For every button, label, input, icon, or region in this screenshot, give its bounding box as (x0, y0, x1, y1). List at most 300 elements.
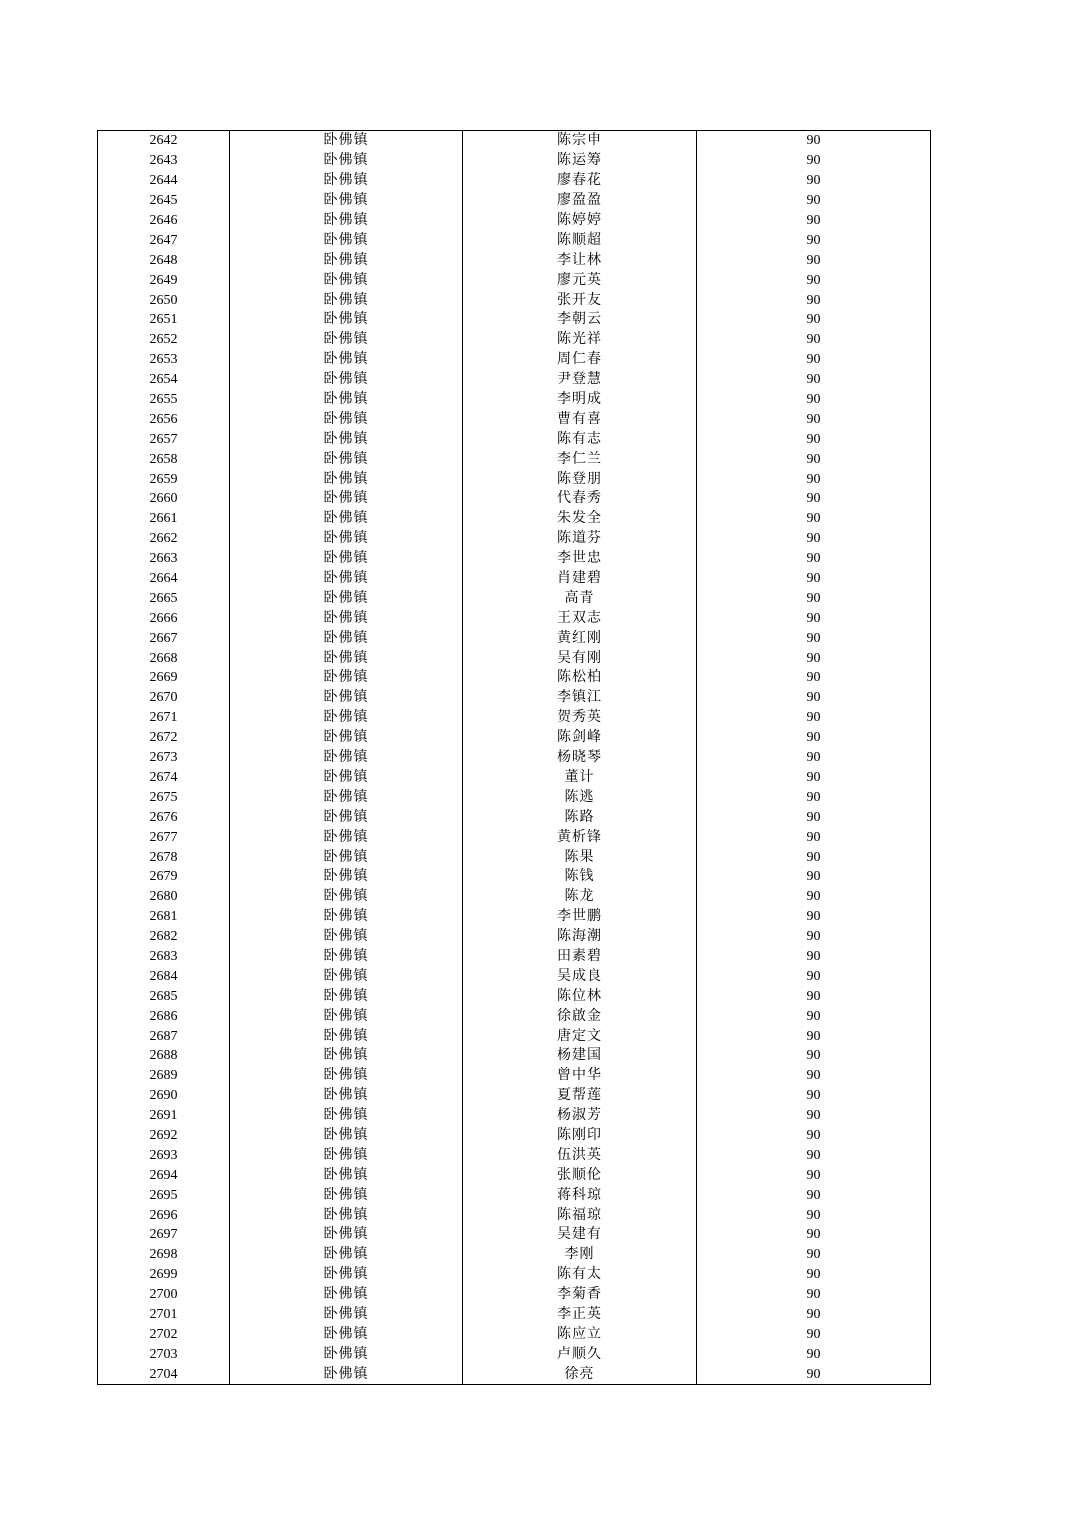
town-cell: 卧佛镇 (230, 350, 463, 370)
serial-number-cell: 2664 (98, 569, 230, 589)
table-row (98, 1225, 931, 1245)
table-row (98, 310, 931, 330)
serial-number-cell: 2668 (98, 648, 230, 668)
town-cell: 卧佛镇 (230, 290, 463, 310)
town-cell: 卧佛镇 (230, 668, 463, 688)
table-row (98, 668, 931, 688)
amount-cell: 90 (697, 1145, 931, 1165)
table-row (98, 1344, 931, 1364)
name-cell: 陈婷婷 (463, 211, 697, 231)
amount-cell: 90 (697, 569, 931, 589)
serial-number-cell: 2689 (98, 1066, 230, 1086)
name-cell: 陈果 (463, 847, 697, 867)
town-cell: 卧佛镇 (230, 1324, 463, 1344)
amount-cell: 90 (697, 469, 931, 489)
table-row (98, 469, 931, 489)
name-cell: 李镇江 (463, 688, 697, 708)
amount-cell: 90 (697, 728, 931, 748)
table-row (98, 1066, 931, 1086)
table-row (98, 1285, 931, 1305)
town-cell: 卧佛镇 (230, 847, 463, 867)
serial-number-cell: 2660 (98, 489, 230, 509)
serial-number-cell: 2678 (98, 847, 230, 867)
serial-number-cell: 2684 (98, 966, 230, 986)
name-cell: 杨晓琴 (463, 748, 697, 768)
name-cell: 陈运筹 (463, 151, 697, 171)
name-cell: 吴建有 (463, 1225, 697, 1245)
table-row (98, 966, 931, 986)
table-row (98, 728, 931, 748)
town-cell: 卧佛镇 (230, 529, 463, 549)
name-cell: 曾中华 (463, 1066, 697, 1086)
name-cell: 田素碧 (463, 947, 697, 967)
table-row (98, 1046, 931, 1066)
table-row (98, 350, 931, 370)
amount-cell: 90 (697, 688, 931, 708)
amount-cell: 90 (697, 250, 931, 270)
serial-number-cell: 2696 (98, 1205, 230, 1225)
name-cell: 李菊香 (463, 1285, 697, 1305)
serial-number-cell: 2673 (98, 748, 230, 768)
town-cell: 卧佛镇 (230, 191, 463, 211)
amount-cell: 90 (697, 1245, 931, 1265)
town-cell: 卧佛镇 (230, 608, 463, 628)
serial-number-cell: 2657 (98, 429, 230, 449)
town-cell: 卧佛镇 (230, 688, 463, 708)
amount-cell: 90 (697, 1364, 931, 1384)
amount-cell: 90 (697, 131, 931, 151)
name-cell: 陈逃 (463, 787, 697, 807)
table-row (98, 1245, 931, 1265)
name-cell: 陈道芬 (463, 529, 697, 549)
table-row (98, 588, 931, 608)
amount-cell: 90 (697, 1205, 931, 1225)
town-cell: 卧佛镇 (230, 270, 463, 290)
name-cell: 陈有志 (463, 429, 697, 449)
town-cell: 卧佛镇 (230, 509, 463, 529)
serial-number-cell: 2651 (98, 310, 230, 330)
serial-number-cell: 2650 (98, 290, 230, 310)
table-row (98, 748, 931, 768)
town-cell: 卧佛镇 (230, 1126, 463, 1146)
table-row (98, 608, 931, 628)
serial-number-cell: 2704 (98, 1364, 230, 1384)
table-row (98, 1145, 931, 1165)
town-cell: 卧佛镇 (230, 449, 463, 469)
amount-cell: 90 (697, 230, 931, 250)
serial-number-cell: 2682 (98, 927, 230, 947)
table-row (98, 509, 931, 529)
table-row (98, 1126, 931, 1146)
town-cell: 卧佛镇 (230, 1225, 463, 1245)
serial-number-cell: 2666 (98, 608, 230, 628)
serial-number-cell: 2647 (98, 230, 230, 250)
name-cell: 贺秀英 (463, 708, 697, 728)
table-row (98, 1165, 931, 1185)
serial-number-cell: 2690 (98, 1086, 230, 1106)
name-cell: 吴有刚 (463, 648, 697, 668)
table-row (98, 907, 931, 927)
town-cell: 卧佛镇 (230, 1165, 463, 1185)
amount-cell: 90 (697, 648, 931, 668)
name-cell: 廖盈盈 (463, 191, 697, 211)
town-cell: 卧佛镇 (230, 807, 463, 827)
name-cell: 陈顺超 (463, 230, 697, 250)
table-row (98, 409, 931, 429)
amount-cell: 90 (697, 1265, 931, 1285)
table-row (98, 131, 931, 151)
name-cell: 徐亮 (463, 1364, 697, 1384)
serial-number-cell: 2672 (98, 728, 230, 748)
serial-number-cell: 2645 (98, 191, 230, 211)
town-cell: 卧佛镇 (230, 648, 463, 668)
serial-number-cell: 2655 (98, 390, 230, 410)
amount-cell: 90 (697, 1086, 931, 1106)
amount-cell: 90 (697, 1165, 931, 1185)
serial-number-cell: 2659 (98, 469, 230, 489)
table-row (98, 1086, 931, 1106)
serial-number-cell: 2699 (98, 1265, 230, 1285)
town-cell: 卧佛镇 (230, 429, 463, 449)
table-row (98, 390, 931, 410)
serial-number-cell: 2643 (98, 151, 230, 171)
name-cell: 陈松柏 (463, 668, 697, 688)
amount-cell: 90 (697, 1324, 931, 1344)
serial-number-cell: 2667 (98, 628, 230, 648)
town-cell: 卧佛镇 (230, 1185, 463, 1205)
serial-number-cell: 2698 (98, 1245, 230, 1265)
name-cell: 朱发全 (463, 509, 697, 529)
serial-number-cell: 2642 (98, 131, 230, 151)
town-cell: 卧佛镇 (230, 787, 463, 807)
serial-number-cell: 2656 (98, 409, 230, 429)
town-cell: 卧佛镇 (230, 1006, 463, 1026)
amount-cell: 90 (697, 1066, 931, 1086)
name-cell: 李正英 (463, 1305, 697, 1325)
name-cell: 李让林 (463, 250, 697, 270)
amount-cell: 90 (697, 668, 931, 688)
name-cell: 陈龙 (463, 887, 697, 907)
amount-cell: 90 (697, 1344, 931, 1364)
table-row (98, 489, 931, 509)
town-cell: 卧佛镇 (230, 310, 463, 330)
serial-number-cell: 2662 (98, 529, 230, 549)
town-cell: 卧佛镇 (230, 1265, 463, 1285)
town-cell: 卧佛镇 (230, 628, 463, 648)
serial-number-cell: 2687 (98, 1026, 230, 1046)
name-cell: 徐啟金 (463, 1006, 697, 1026)
town-cell: 卧佛镇 (230, 230, 463, 250)
table-row (98, 927, 931, 947)
serial-number-cell: 2669 (98, 668, 230, 688)
amount-cell: 90 (697, 151, 931, 171)
serial-number-cell: 2683 (98, 947, 230, 967)
serial-number-cell: 2700 (98, 1285, 230, 1305)
town-cell: 卧佛镇 (230, 1086, 463, 1106)
name-cell: 尹登慧 (463, 370, 697, 390)
table-row (98, 1106, 931, 1126)
table-row (98, 290, 931, 310)
name-cell: 黄析锋 (463, 827, 697, 847)
name-cell: 陈海潮 (463, 927, 697, 947)
amount-cell: 90 (697, 270, 931, 290)
table-row (98, 1305, 931, 1325)
town-cell: 卧佛镇 (230, 390, 463, 410)
table-row (98, 628, 931, 648)
town-cell: 卧佛镇 (230, 1066, 463, 1086)
name-cell: 廖春花 (463, 171, 697, 191)
table-row (98, 191, 931, 211)
town-cell: 卧佛镇 (230, 489, 463, 509)
town-cell: 卧佛镇 (230, 211, 463, 231)
table-row (98, 549, 931, 569)
serial-number-cell: 2702 (98, 1324, 230, 1344)
amount-cell: 90 (697, 191, 931, 211)
serial-number-cell: 2688 (98, 1046, 230, 1066)
amount-cell: 90 (697, 966, 931, 986)
amount-cell: 90 (697, 628, 931, 648)
town-cell: 卧佛镇 (230, 1106, 463, 1126)
table-row (98, 708, 931, 728)
town-cell: 卧佛镇 (230, 1245, 463, 1265)
serial-number-cell: 2686 (98, 1006, 230, 1026)
town-cell: 卧佛镇 (230, 887, 463, 907)
name-cell: 陈有太 (463, 1265, 697, 1285)
amount-cell: 90 (697, 588, 931, 608)
amount-cell: 90 (697, 986, 931, 1006)
name-cell: 黄红刚 (463, 628, 697, 648)
name-cell: 陈福琼 (463, 1205, 697, 1225)
name-cell: 伍洪英 (463, 1145, 697, 1165)
table-row (98, 230, 931, 250)
table-row (98, 330, 931, 350)
table-row (98, 867, 931, 887)
table-row (98, 529, 931, 549)
serial-number-cell: 2691 (98, 1106, 230, 1126)
serial-number-cell: 2694 (98, 1165, 230, 1185)
amount-cell: 90 (697, 429, 931, 449)
town-cell: 卧佛镇 (230, 1205, 463, 1225)
name-cell: 曹有喜 (463, 409, 697, 429)
town-cell: 卧佛镇 (230, 1145, 463, 1165)
name-cell: 卢顺久 (463, 1344, 697, 1364)
town-cell: 卧佛镇 (230, 1364, 463, 1384)
amount-cell: 90 (697, 171, 931, 191)
town-cell: 卧佛镇 (230, 469, 463, 489)
name-cell: 董计 (463, 768, 697, 788)
amount-cell: 90 (697, 211, 931, 231)
amount-cell: 90 (697, 887, 931, 907)
serial-number-cell: 2677 (98, 827, 230, 847)
amount-cell: 90 (697, 867, 931, 887)
serial-number-cell: 2681 (98, 907, 230, 927)
amount-cell: 90 (697, 768, 931, 788)
name-cell: 高青 (463, 588, 697, 608)
town-cell: 卧佛镇 (230, 708, 463, 728)
amount-cell: 90 (697, 290, 931, 310)
amount-cell: 90 (697, 1225, 931, 1245)
table-row (98, 370, 931, 390)
town-cell: 卧佛镇 (230, 768, 463, 788)
serial-number-cell: 2679 (98, 867, 230, 887)
table-row (98, 768, 931, 788)
name-cell: 蒋科琼 (463, 1185, 697, 1205)
name-cell: 李明成 (463, 390, 697, 410)
name-cell: 王双志 (463, 608, 697, 628)
town-cell: 卧佛镇 (230, 986, 463, 1006)
town-cell: 卧佛镇 (230, 1046, 463, 1066)
town-cell: 卧佛镇 (230, 151, 463, 171)
table-row (98, 947, 931, 967)
table-row (98, 887, 931, 907)
serial-number-cell: 2648 (98, 250, 230, 270)
serial-number-cell: 2701 (98, 1305, 230, 1325)
amount-cell: 90 (697, 1026, 931, 1046)
name-cell: 陈剑峰 (463, 728, 697, 748)
table-row (98, 1185, 931, 1205)
town-cell: 卧佛镇 (230, 927, 463, 947)
town-cell: 卧佛镇 (230, 947, 463, 967)
name-cell: 杨建国 (463, 1046, 697, 1066)
town-cell: 卧佛镇 (230, 966, 463, 986)
serial-number-cell: 2697 (98, 1225, 230, 1245)
amount-cell: 90 (697, 807, 931, 827)
name-cell: 吴成良 (463, 966, 697, 986)
amount-cell: 90 (697, 350, 931, 370)
town-cell: 卧佛镇 (230, 827, 463, 847)
name-cell: 夏帮莲 (463, 1086, 697, 1106)
table-row (98, 211, 931, 231)
amount-cell: 90 (697, 390, 931, 410)
town-cell: 卧佛镇 (230, 1305, 463, 1325)
serial-number-cell: 2658 (98, 449, 230, 469)
name-cell: 陈应立 (463, 1324, 697, 1344)
name-cell: 陈位林 (463, 986, 697, 1006)
amount-cell: 90 (697, 1185, 931, 1205)
serial-number-cell: 2692 (98, 1126, 230, 1146)
amount-cell: 90 (697, 1285, 931, 1305)
name-cell: 代春秀 (463, 489, 697, 509)
serial-number-cell: 2693 (98, 1145, 230, 1165)
amount-cell: 90 (697, 549, 931, 569)
serial-number-cell: 2675 (98, 787, 230, 807)
amount-cell: 90 (697, 927, 931, 947)
amount-cell: 90 (697, 787, 931, 807)
roster-table-body (98, 131, 931, 1385)
table-row (98, 569, 931, 589)
serial-number-cell: 2663 (98, 549, 230, 569)
town-cell: 卧佛镇 (230, 588, 463, 608)
name-cell: 李刚 (463, 1245, 697, 1265)
town-cell: 卧佛镇 (230, 171, 463, 191)
serial-number-cell: 2674 (98, 768, 230, 788)
town-cell: 卧佛镇 (230, 250, 463, 270)
amount-cell: 90 (697, 748, 931, 768)
amount-cell: 90 (697, 1006, 931, 1026)
amount-cell: 90 (697, 608, 931, 628)
serial-number-cell: 2646 (98, 211, 230, 231)
town-cell: 卧佛镇 (230, 569, 463, 589)
town-cell: 卧佛镇 (230, 728, 463, 748)
serial-number-cell: 2644 (98, 171, 230, 191)
name-cell: 周仁春 (463, 350, 697, 370)
serial-number-cell: 2703 (98, 1344, 230, 1364)
town-cell: 卧佛镇 (230, 748, 463, 768)
table-row (98, 1324, 931, 1344)
name-cell: 李朝云 (463, 310, 697, 330)
amount-cell: 90 (697, 847, 931, 867)
amount-cell: 90 (697, 509, 931, 529)
amount-cell: 90 (697, 708, 931, 728)
serial-number-cell: 2665 (98, 588, 230, 608)
name-cell: 杨淑芳 (463, 1106, 697, 1126)
table-row (98, 1026, 931, 1046)
table-row (98, 270, 931, 290)
name-cell: 唐定文 (463, 1026, 697, 1046)
serial-number-cell: 2652 (98, 330, 230, 350)
serial-number-cell: 2654 (98, 370, 230, 390)
town-cell: 卧佛镇 (230, 1026, 463, 1046)
serial-number-cell: 2653 (98, 350, 230, 370)
amount-cell: 90 (697, 1046, 931, 1066)
name-cell: 陈钱 (463, 867, 697, 887)
amount-cell: 90 (697, 370, 931, 390)
town-cell: 卧佛镇 (230, 409, 463, 429)
town-cell: 卧佛镇 (230, 370, 463, 390)
table-row (98, 151, 931, 171)
table-row (98, 250, 931, 270)
amount-cell: 90 (697, 409, 931, 429)
table-row (98, 807, 931, 827)
name-cell: 李世鹏 (463, 907, 697, 927)
amount-cell: 90 (697, 947, 931, 967)
name-cell: 李世忠 (463, 549, 697, 569)
table-row (98, 1364, 931, 1384)
serial-number-cell: 2676 (98, 807, 230, 827)
roster-table (97, 130, 931, 1385)
name-cell: 张开友 (463, 290, 697, 310)
name-cell: 陈宗申 (463, 131, 697, 151)
table-row (98, 1006, 931, 1026)
name-cell: 陈路 (463, 807, 697, 827)
table-row (98, 986, 931, 1006)
serial-number-cell: 2695 (98, 1185, 230, 1205)
table-row (98, 688, 931, 708)
amount-cell: 90 (697, 1106, 931, 1126)
town-cell: 卧佛镇 (230, 549, 463, 569)
name-cell: 廖元英 (463, 270, 697, 290)
table-row (98, 847, 931, 867)
table-row (98, 449, 931, 469)
amount-cell: 90 (697, 907, 931, 927)
town-cell: 卧佛镇 (230, 131, 463, 151)
serial-number-cell: 2649 (98, 270, 230, 290)
amount-cell: 90 (697, 310, 931, 330)
amount-cell: 90 (697, 449, 931, 469)
table-row (98, 827, 931, 847)
name-cell: 陈光祥 (463, 330, 697, 350)
table-row (98, 1205, 931, 1225)
table-row (98, 648, 931, 668)
name-cell: 李仁兰 (463, 449, 697, 469)
amount-cell: 90 (697, 489, 931, 509)
serial-number-cell: 2680 (98, 887, 230, 907)
name-cell: 陈登朋 (463, 469, 697, 489)
town-cell: 卧佛镇 (230, 867, 463, 887)
amount-cell: 90 (697, 529, 931, 549)
amount-cell: 90 (697, 1305, 931, 1325)
table-row (98, 171, 931, 191)
